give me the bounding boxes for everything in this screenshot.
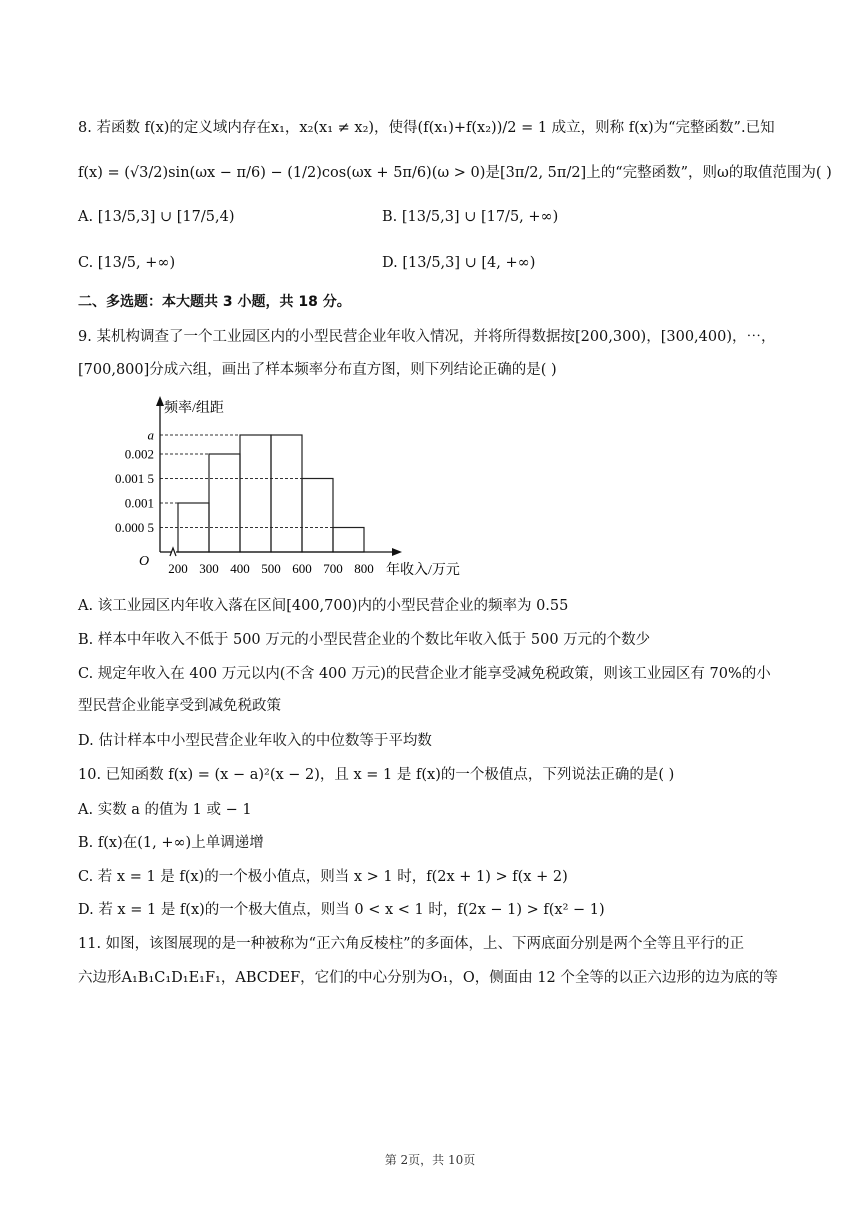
chart-guides — [160, 435, 333, 528]
page-footer: 第 2页，共 10页 — [384, 1153, 476, 1167]
x-axis-arrow — [392, 548, 402, 556]
q10-option-d: D. 若 x = 1 是 f(x)的一个极大值点，则当 0 < x < 1 时，f(2x − 1) > f(x² − 1) — [78, 902, 605, 918]
histogram-bar — [209, 454, 240, 552]
chart-bars — [178, 435, 364, 552]
q8-line1: 8. 若函数 f(x)的定义域内存在x₁，x₂(x₁ ≠ x₂)，使得(f(x₁)+f(x₂))/2 = 1 成立，则称 f(x)为“完整函数”.已知 — [78, 120, 775, 136]
x-tick-label: 400 — [230, 561, 250, 576]
origin-label: O — [139, 554, 150, 569]
q9-option-a: A. 该工业园区内年收入落在区间[400,700)内的小型民营企业的频率为 0.55 — [78, 598, 569, 614]
y-tick-label: 0.000 5 — [115, 520, 154, 535]
q8-option-a: A. [13/5,3] ∪ [17/5,4) — [78, 209, 235, 225]
x-tick-label: 600 — [292, 561, 312, 576]
q10-option-b: B. f(x)在(1, +∞)上单调递增 — [78, 835, 264, 851]
q10-option-c: C. 若 x = 1 是 f(x)的一个极小值点，则当 x > 1 时，f(2x + 1) > f(x + 2) — [78, 869, 568, 885]
q11-line1: 11. 如图，该图展现的是一种被称为“正六角反棱柱”的多面体，上、下两底面分别是两个全等且平行的正 — [78, 936, 744, 952]
histogram-bar — [302, 479, 333, 553]
q9-option-c-line1: C. 规定年收入在 400 万元以内(不含 400 万元)的民营企业才能享受减免税政策，则该工业园区有 70%的小 — [78, 666, 771, 682]
x-tick-label: 200 — [168, 561, 188, 576]
q9-option-d: D. 估计样本中小型民营企业年收入的中位数等于平均数 — [78, 733, 432, 749]
q8-option-d: D. [13/5,3] ∪ [4, +∞) — [382, 255, 536, 271]
q11-line2: 六边形A₁B₁C₁D₁E₁F₁，ABCDEF，它们的中心分别为O₁，O，侧面由 12 个全等的以正六边形的边为底的等 — [78, 970, 778, 986]
q9-option-b: B. 样本中年收入不低于 500 万元的小型民营企业的个数比年收入低于 500 万元的个数少 — [78, 632, 651, 648]
frequency-histogram — [96, 393, 476, 578]
q9-line2: [700,800]分成六组，画出了样本频率分布直方图，则下列结论正确的是( ) — [78, 362, 557, 378]
histogram-bar — [333, 528, 364, 553]
q10-line1: 10. 已知函数 f(x) = (x − a)²(x − 2)，且 x = 1 是 f(x)的一个极值点，下列说法正确的是( ) — [78, 767, 675, 783]
x-axis-label: 年收入/万元 — [386, 563, 460, 578]
y-tick-label: 0.001 — [124, 495, 154, 511]
x-tick-label: 300 — [199, 561, 219, 576]
x-tick-label: 700 — [323, 561, 343, 576]
axis-break-mark — [170, 548, 176, 556]
x-tick-label: 500 — [261, 561, 281, 576]
y-tick-label: 0.002 — [124, 446, 154, 462]
y-axis-label: 频率/组距 — [164, 401, 224, 416]
histogram-bar — [240, 435, 271, 552]
chart-axes — [156, 396, 402, 556]
section-heading-multi-choice: 二、多选题：本大题共 3 小题，共 18 分。 — [78, 294, 351, 310]
q9-option-c-line2: 型民营企业能享受到减免税政策 — [78, 698, 281, 714]
y-axis-arrow — [156, 396, 164, 406]
y-tick-label: 0.001 5 — [115, 471, 154, 486]
q8-option-c: C. [13/5, +∞) — [78, 255, 176, 271]
y-tick-label: a — [147, 427, 154, 443]
q8-option-b: B. [13/5,3] ∪ [17/5, +∞) — [382, 209, 559, 225]
q10-option-a: A. 实数 a 的值为 1 或 − 1 — [78, 802, 252, 818]
histogram-bar — [271, 435, 302, 552]
chart-ticks — [115, 428, 374, 577]
q8-line2: f(x) = (√3/2)sin(ωx − π/6) − (1/2)cos(ωx + 5π/6)(ω > 0)是[3π/2, 5π/2]上的“完整函数”，则ω的取值范围为( ) — [78, 165, 832, 181]
q9-line1: 9. 某机构调查了一个工业园区内的小型民营企业年收入情况，并将所得数据按[200,300)，[300,400)，⋯， — [78, 329, 776, 345]
x-tick-label: 800 — [354, 561, 374, 576]
